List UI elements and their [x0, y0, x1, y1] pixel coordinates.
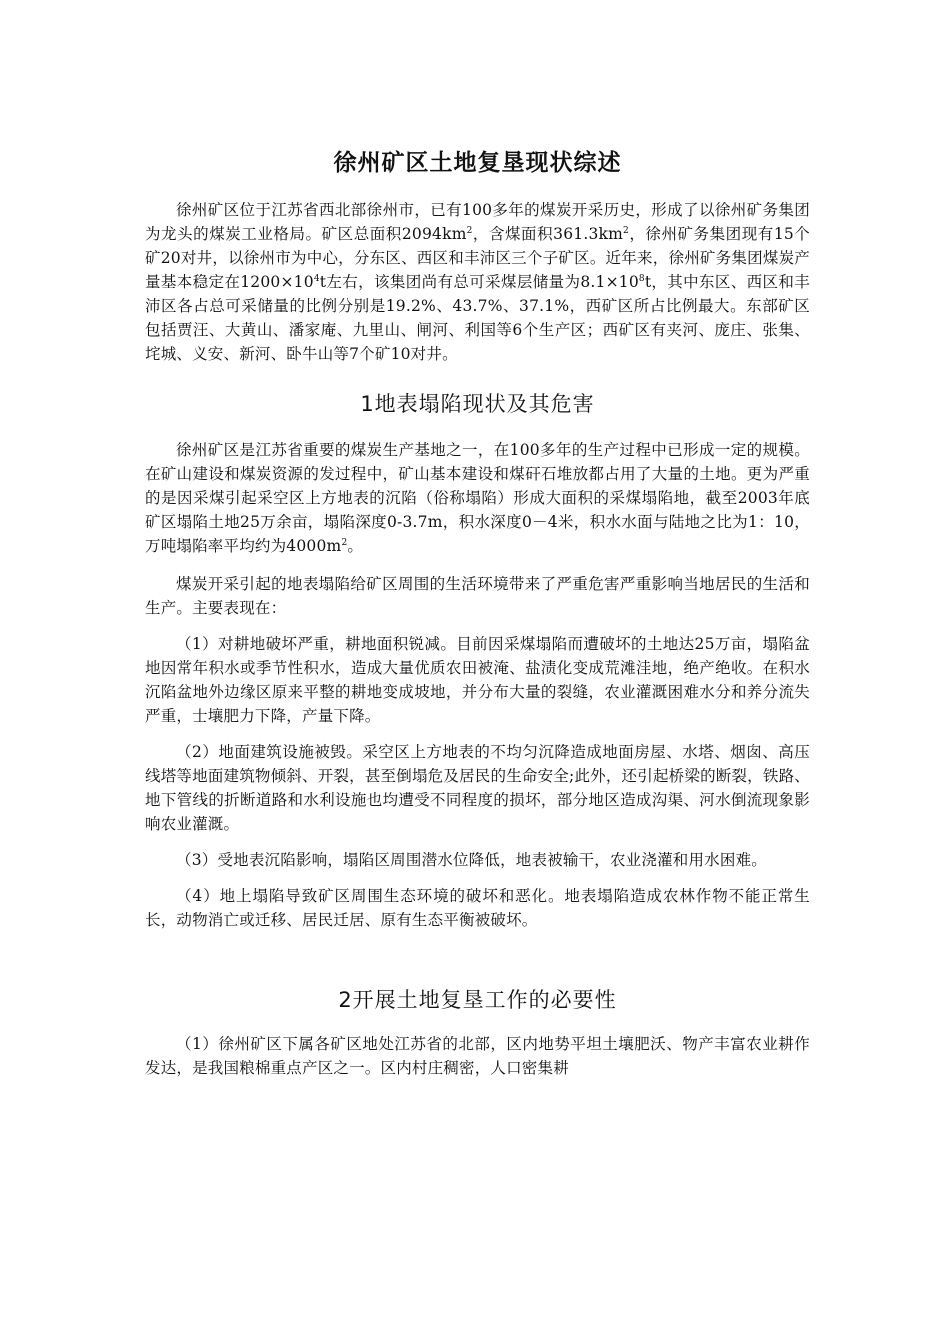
intro-text-e: t，其中东区、西区和丰沛区各占总可采储量的比例分别是19.2%、43.7%、37.1%，西矿区所占比例最大。东部矿区包括贾汪、大黄山、潘家庵、九里山、闸河、利国等6个生产区；西矿区有夹河、庞庄、张集、垞城、义安、新河、卧牛山等7个矿10对井。	[145, 273, 810, 363]
intro-text-a: 徐州矿区位于江苏省西北部徐州市，已有100多年的煤炭开采历史，形成了以徐州矿务集团为龙头的煤炭工业格局。矿区总面积2094km	[145, 201, 810, 243]
section-2-paragraph-1: （1）徐州矿区下属各矿区地处江苏省的北部，区内地势平坦土壤肥沃、物产丰富农业耕作发达，是我国粮棉重点产区之一。区内村庄稠密，人口密集耕	[145, 1035, 810, 1077]
section-1-p1-text: 徐州矿区是江苏省重要的煤炭生产基地之一，在100多年的生产过程中已形成一定的规模。在矿山建设和煤炭资源的发过程中，矿山基本建设和煤矸石堆放都占用了大量的土地。更为严重的是因采煤引起采空区上方地表的沉陷（俗称塌陷）形成大面积的采煤塌陷地，截至2003年底矿区塌陷土地25万余亩，塌陷深度0-3.7m，积水深度0－4米，积水水面与陆地之比为1：10，万吨塌陷率平均约为4000m	[145, 441, 810, 555]
intro-text-c: ，徐州矿务集团现有15个矿20对井，以徐州市为中心，分东区、西区和丰沛区三个子矿区。近年来，徐州矿务集团煤炭产量基本稳定在1200×10	[145, 225, 810, 291]
intro-text-b: ，含煤面积361.3km	[472, 225, 624, 243]
document-page	[145, 140, 810, 1080]
intro-sup-1: 2	[466, 225, 473, 236]
intro-paragraph	[145, 198, 810, 366]
section-1-p1-sup: 2	[341, 537, 348, 548]
section-1-paragraph-1	[145, 438, 810, 558]
section-1-paragraph-4: （2）地面建筑设施被毁。采空区上方地表的不均匀沉降造成地面房屋、水塔、烟囱、高压线塔等地面建筑物倾斜、开裂，甚至倒塌危及居民的生命安全;此外，还引起桥梁的断裂，铁路、地下管线的折断道路和水利设施也均遭受不同程度的损坏，部分地区造成沟渠、河水倒流现象影响农业灌溉。	[145, 743, 810, 833]
section-1-paragraph-2: 煤炭开采引起的地表塌陷给矿区周围的生活环境带来了严重危害严重影响当地居民的生活和生产。主要表现在：	[145, 575, 810, 617]
section-1-heading: 1地表塌陷现状及其危害	[360, 392, 595, 416]
intro-sup-3: 4	[313, 273, 320, 284]
section-1-paragraph-5: （3）受地表沉陷影响，塌陷区周围潜水位降低，地表被输干，农业浇灌和用水困难。	[176, 851, 767, 869]
section-1-p1-end: 。	[347, 537, 364, 555]
section-1-paragraph-3: （1）对耕地破坏严重，耕地面积锐减。目前因采煤塌陷而遭破坏的土地达25万亩，塌陷盆地因常年积水或季节性积水，造成大量优质农田被淹、盐渍化变成荒滩洼地，绝产绝收。在积水沉陷盆地外边缘区原来平整的耕地变成坡地，并分布大量的裂缝，农业灌溉困难水分和养分流失严重，士壤肥力下降，产量下降。	[145, 635, 810, 725]
intro-sup-2: 2	[623, 225, 629, 236]
intro-sup-4: 8	[638, 273, 645, 284]
intro-text-d: t左右，该集团尚有总可采煤层储量为8.1×10	[319, 273, 639, 291]
section-2-heading: 2开展土地复垦工作的必要性	[338, 988, 617, 1012]
document-title: 徐州矿区土地复垦现状综述	[333, 150, 622, 176]
section-1-paragraph-6: （4）地上塌陷导致矿区周围生态环境的破坏和恶化。地表塌陷造成农林作物不能正常生长，动物消亡或迁移、居民迁居、原有生态平衡被破坏。	[145, 887, 810, 929]
